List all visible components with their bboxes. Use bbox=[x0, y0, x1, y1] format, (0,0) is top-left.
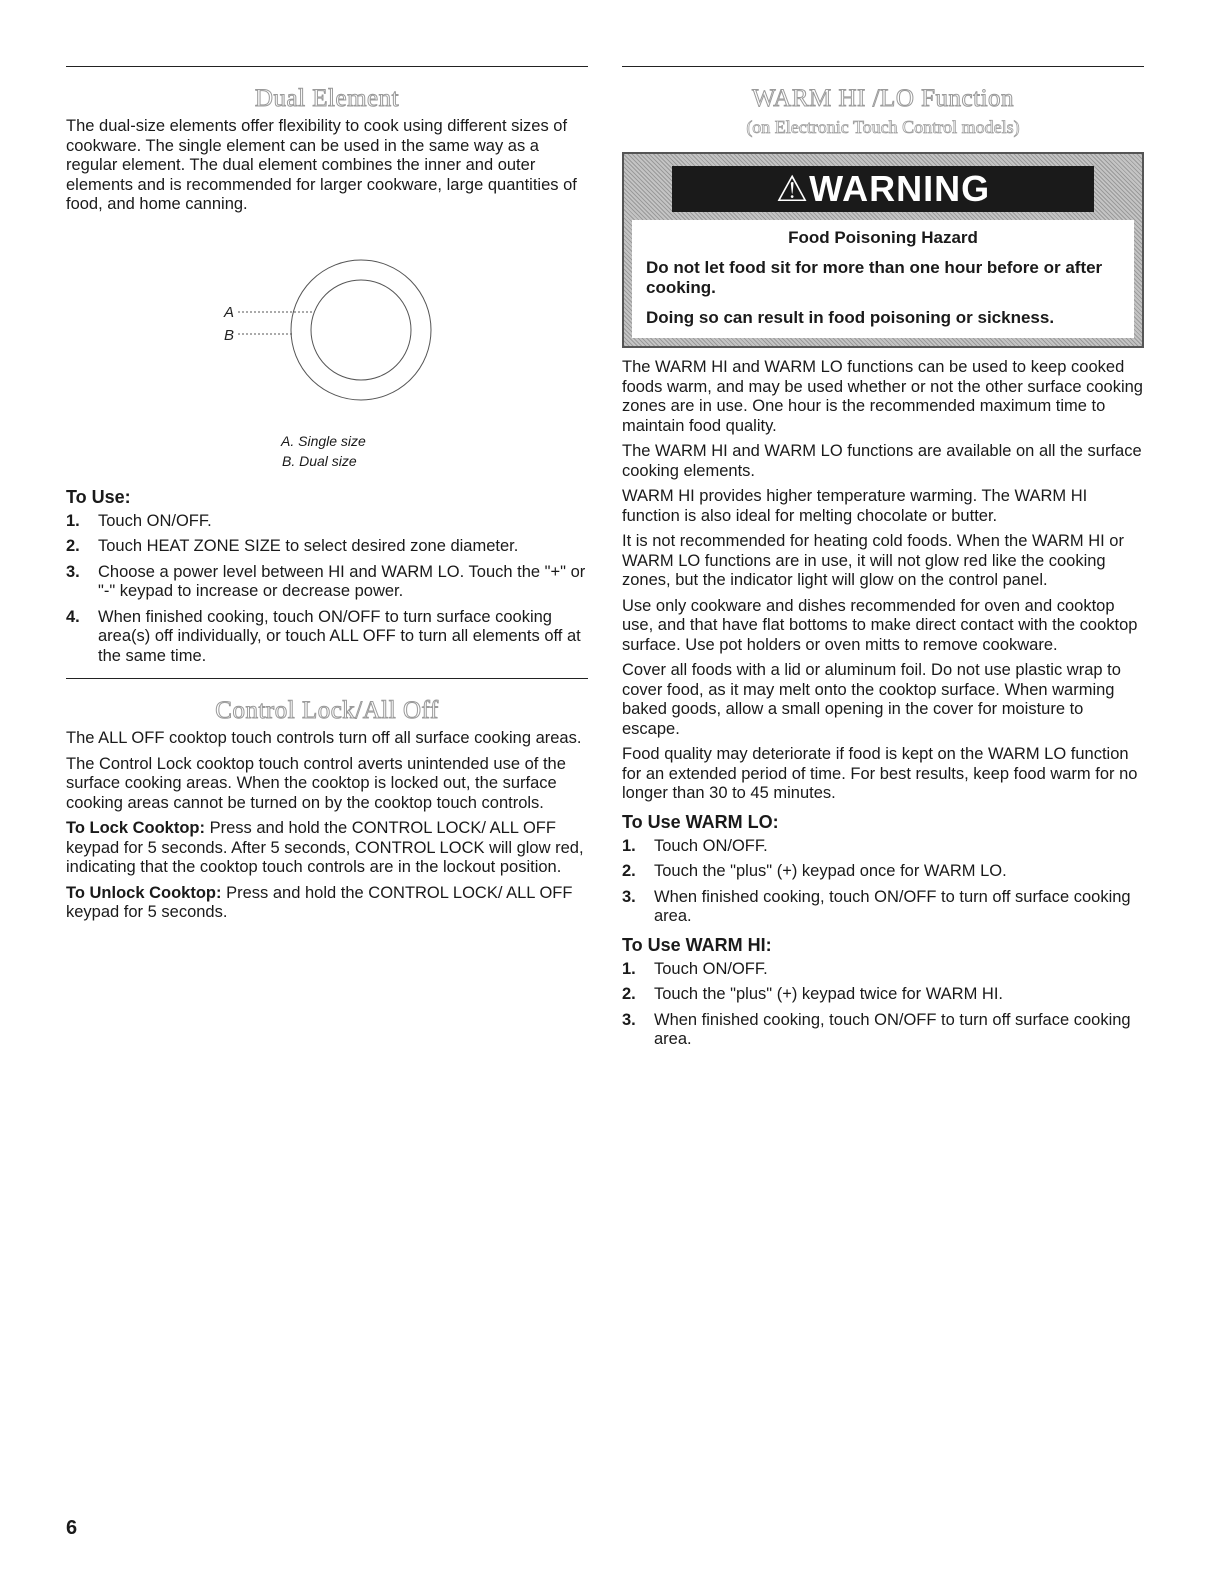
outer-element-circle bbox=[291, 260, 431, 400]
control-p1: The ALL OFF cooktop touch controls turn off all surface cooking areas. bbox=[66, 729, 582, 747]
dual-element-intro: The dual-size elements offer flexibility to cook using different sizes of cookware. The single element can be used in the same way as a regular element. The dual element combines the inner and outer elements and is recommended for larger cookware, large quantities of food, and home canning. bbox=[66, 117, 577, 213]
list-item: 4. When finished cooking, touch ON/OFF to turn surface cooking area(s) off individually, or touch ALL OFF to turn all elements off at the same time. bbox=[66, 607, 581, 665]
caption-single-size: A. Single size bbox=[281, 432, 366, 449]
warm-paragraph: Cover all foods with a lid or aluminum foil. Do not use plastic wrap to cover food, as it may melt onto the cooktop surface. When warming baked goods, allow a small opening in the cover for moisture to escape. bbox=[622, 661, 1121, 738]
label-a: A bbox=[224, 303, 235, 321]
warm-hi-heading: To Use WARM HI: bbox=[622, 934, 772, 955]
list-item: 2. Touch the "plus" (+) keypad twice for WARM HI. bbox=[622, 985, 1004, 1003]
list-item: 3. When finished cooking, touch ON/OFF to turn off surface cooking area. bbox=[622, 1010, 1131, 1048]
label-b: B bbox=[224, 326, 235, 344]
warm-lo-heading: To Use WARM LO: bbox=[622, 811, 779, 832]
warning-content bbox=[632, 220, 1134, 338]
warm-hi-steps bbox=[622, 960, 1144, 1050]
unlock-cooktop-paragraph: To Unlock Cooktop: Press and hold the CONTROL LOCK/ ALL OFF keypad for 5 seconds. bbox=[66, 883, 573, 921]
warning-banner: ⚠WARNING bbox=[672, 166, 1094, 212]
control-lock-heading: Control Lock/All Off bbox=[215, 697, 439, 724]
warm-paragraph: Food quality may deteriorate if food is kept on the WARM LO function for an extended period of time. For best results, keep food warm for no longer than 30 to 45 minutes. bbox=[622, 745, 1138, 802]
inner-element-circle bbox=[311, 280, 411, 380]
list-item: 1. Touch ON/OFF. bbox=[66, 511, 212, 530]
warning-title: Food Poisoning Hazard bbox=[788, 228, 978, 247]
list-item: 2. Touch the "plus" (+) keypad once for WARM LO. bbox=[622, 862, 1007, 880]
section-rule bbox=[66, 66, 588, 67]
warm-function-heading: WARM HI /LO Function bbox=[751, 85, 1015, 112]
section-rule bbox=[66, 678, 588, 679]
warning-line-2: Doing so can result in food poisoning or sickness. bbox=[646, 308, 1055, 327]
warning-box bbox=[622, 152, 1144, 348]
warm-function-subheading: (on Electronic Touch Control models) bbox=[746, 117, 1020, 137]
to-use-steps bbox=[66, 512, 588, 667]
warm-paragraph: Use only cookware and dishes recommended for oven and cooktop use, and that have flat bottoms to make direct contact with the cooktop surface. Use pot holders or oven mitts to remove cookware. bbox=[622, 596, 1138, 654]
warm-paragraph: It is not recommended for heating cold foods. When the WARM HI or WARM LO functions are in use, it will not glow red like the cooking zones, but the indicator light will glow on the control panel. bbox=[622, 532, 1124, 589]
control-p2: The Control Lock cooktop touch control averts unintended use of the surface cooking areas. When the cooktop is locked out, the surface cooking areas cannot be turned on by the cooktop touch controls. bbox=[66, 754, 566, 812]
dual-element-diagram bbox=[66, 221, 588, 431]
list-item: 3. When finished cooking, touch ON/OFF to turn off surface cooking area. bbox=[622, 887, 1131, 925]
dual-element-figure bbox=[66, 221, 588, 431]
section-rule bbox=[622, 66, 1144, 67]
page-number: 6 bbox=[66, 1517, 78, 1539]
right-column bbox=[622, 66, 1144, 1058]
warm-paragraph: The WARM HI and WARM LO functions can be used to keep cooked foods warm, and may be used whether or not the other surface cooking zones are in use. One hour is the recommended maximum time to maintain food quality. bbox=[622, 358, 1143, 435]
list-item: 1. Touch ON/OFF. bbox=[622, 836, 768, 855]
left-column bbox=[66, 66, 588, 929]
to-use-heading: To Use: bbox=[66, 486, 131, 507]
lock-cooktop-paragraph: To Lock Cooktop: Press and hold the CONTROL LOCK/ ALL OFF keypad for 5 seconds. After 5 seconds, CONTROL LOCK will glow red, indicating that the cooktop touch controls are in the lockout position. bbox=[66, 819, 584, 876]
dual-element-heading: Dual Element bbox=[254, 85, 400, 112]
warm-paragraph: The WARM HI and WARM LO functions are available on all the surface cooking elements. bbox=[622, 442, 1142, 480]
caption-dual-size: B. Dual size bbox=[282, 452, 357, 469]
warning-line-1: Do not let food sit for more than one hour before or after cooking. bbox=[646, 258, 1103, 297]
list-item: 1. Touch ON/OFF. bbox=[622, 959, 768, 978]
list-item: 3. Choose a power level between HI and WARM LO. Touch the "+" or "-" keypad to increase or decrease power. bbox=[66, 562, 586, 600]
warm-lo-steps bbox=[622, 837, 1144, 927]
list-item: 2. Touch HEAT ZONE SIZE to select desired zone diameter. bbox=[66, 537, 519, 555]
warm-paragraph: WARM HI provides higher temperature warming. The WARM HI function is also ideal for melting chocolate or butter. bbox=[622, 487, 1088, 525]
